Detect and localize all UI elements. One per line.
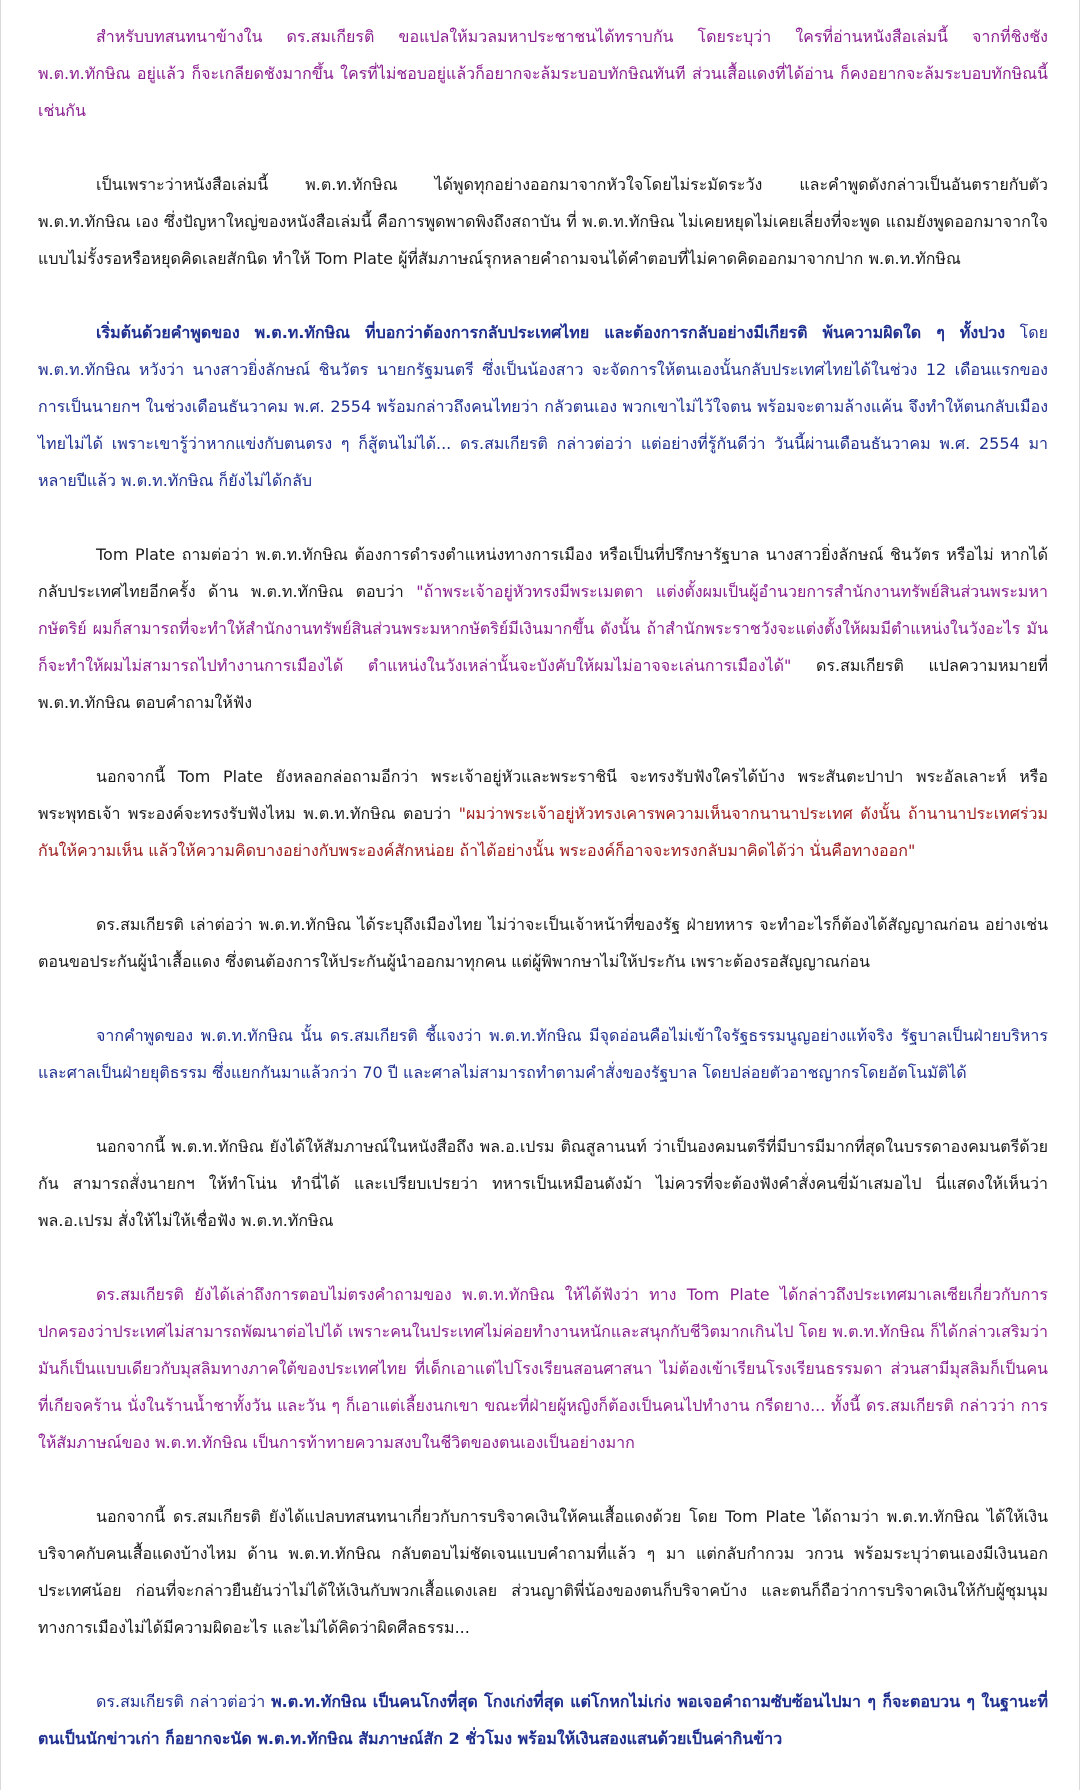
paragraph-11: [38, 1683, 1048, 1757]
paragraph-3-bold-lead: เริ่มต้นด้วยคำพูดของ พ.ต.ท.ทักษิณ ที่บอกว่าต้องการกลับประเทศไทย และต้องการกลับอย่างมีเกียรติ พ้นความผิดใด ๆ ทั้งปวง: [96, 323, 1006, 342]
paragraph-9-text: ดร.สมเกียรติ ยังได้เล่าถึงการตอบไม่ตรงคำถามของ พ.ต.ท.ทักษิณ ให้ได้ฟังว่า ทาง Tom Plate ได้กล่าวถึงประเทศมาเลเซียเกี่ยวกับการปกครองว่าประเทศไม่สามารถพัฒนาต่อไปได้ เพราะคนในประเทศไม่ค่อยทำงานหนักและสนุกกับชีวิตมากเกินไป โดย พ.ต.ท.ทักษิณ ก็ได้กล่าวเสริมว่า มันก็เป็นแบบเดียวกับมุสลิมทางภาคใต้ของประเทศไทย ที่เด็กเอาแต่ไปโรงเรียนสอนศาสนา ไม่ต้องเข้าเรียนโรงเรียนธรรมดา ส่วนสามีมุสลิมก็เป็นคนที่เกียจคร้าน นั่งในร้านน้ำชาทั้งวัน และวัน ๆ ก็เอาแต่เลี้ยงนกเขา ขณะที่ฝ่ายผู้หญิงก็ต้องเป็นคนไปทำงาน กรีดยาง... ทั้งนี้ ดร.สมเกียรติ กล่าวว่า การให้สัมภาษณ์ของ พ.ต.ท.ทักษิณ เป็นการท้าทายความสงบในชีวิตของตนเองเป็นอย่างมาก: [38, 1285, 1049, 1452]
paragraph-10-text: นอกจากนี้ ดร.สมเกียรติ ยังได้แปลบทสนทนาเกี่ยวกับการบริจาคเงินให้คนเสื้อแดงด้วย โดย Tom Plate ได้ถามว่า พ.ต.ท.ทักษิณ ได้ให้เงินบริจาคกับคนเสื้อแดงบ้างไหม ด้าน พ.ต.ท.ทักษิณ กลับตอบไม่ชัดเจนแบบคำถามที่แล้ว ๆ มา แต่กลับกำกวม วกวน พร้อมระบุว่าตนเองมีเงินนอกประเทศน้อย ก่อนที่จะกล่าวยืนยันว่าไม่ได้ให้เงินกับพวกเสื้อแดงเลย ส่วนญาติพี่น้องของตนก็บริจาคบ้าง และตนก็ถือว่าการบริจาคเงินให้กับผู้ชุมนุมทางการเมืองไม่ได้มีความผิดอะไร และไม่ได้คิดว่าผิดศีลธรรม...: [38, 1507, 1048, 1637]
paragraph-10: [38, 1498, 1048, 1646]
paragraph-4-text-b: ดร.สมเกียรติ แปลความหมายที่ พ.ต.ท.ทักษิณ ตอบคำถามให้ฟัง: [38, 656, 1049, 712]
paragraph-4-text-a: Tom Plate ถามต่อว่า พ.ต.ท.ทักษิณ ต้องการดำรงตำแหน่งทางการเมือง หรือเป็นที่ปรึกษารัฐบาล นางสาวยิ่งลักษณ์ ชินวัตร หรือไม่ หากได้กลับประเทศไทยอีกครั้ง ด้าน พ.ต.ท.ทักษิณ ตอบว่า: [38, 545, 1048, 601]
paragraph-11-text: ดร.สมเกียรติ กล่าวต่อว่า: [96, 1692, 272, 1711]
paragraph-1-text: สำหรับบทสนทนาข้างใน ดร.สมเกียรติ ขอแปลให้มวลมหาประชาชนได้ทราบกัน โดยระบุว่า ใครที่อ่านหนังสือเล่มนี้ จากที่ชิงชัง พ.ต.ท.ทักษิณ อยู่แล้ว ก็จะเกลียดชังมากขึ้น ใครที่ไม่ชอบอยู่แล้วก็อยากจะล้มระบอบทักษิณทันที ส่วนเสื้อแดงที่ได้อ่าน ก็คงอยากจะล้มระบอบทักษิณนี้เช่นกัน: [38, 27, 1048, 120]
paragraph-2-text: เป็นเพราะว่าหนังสือเล่มนี้ พ.ต.ท.ทักษิณ ได้พูดทุกอย่างออกมาจากหัวใจโดยไม่ระมัดระวัง และคำพูดดังกล่าวเป็นอันตรายกับตัว พ.ต.ท.ทักษิณ เอง ซึ่งปัญหาใหญ่ของหนังสือเล่มนี้ คือการพูดพาดพิงถึงสถาบัน ที่ พ.ต.ท.ทักษิณ ไม่เคยหยุดไม่เคยเลี่ยงที่จะพูด แถมยังพูดออกมาจากใจแบบไม่รั้งรอหรือหยุดคิดเลยสักนิด ทำให้ Tom Plate ผู้ที่สัมภาษณ์รุกหลายคำถามจนได้คำตอบที่ไม่คาดคิดออกมาจากปาก พ.ต.ท.ทักษิณ: [38, 175, 1048, 268]
paragraph-8-text: นอกจากนี้ พ.ต.ท.ทักษิณ ยังได้ให้สัมภาษณ์ในหนังสือถึง พล.อ.เปรม ติณสูลานนท์ ว่าเป็นองคมนตรีที่มีบารมีมากที่สุดในบรรดาองคมนตรีด้วยกัน สามารถสั่งนายกฯ ให้ทำโน่น ทำนี่ได้ และเปรียบเปรยว่า ทหารเป็นเหมือนดังม้า ไม่ควรที่จะต้องฟังคำสั่งคนขี่ม้าเสมอไป นี่แสดงให้เห็นว่า พล.อ.เปรม สั่งให้ไม่ให้เชื่อฟัง พ.ต.ท.ทักษิณ: [38, 1137, 1048, 1230]
paragraph-2: [38, 166, 1048, 277]
paragraph-3: [38, 314, 1048, 499]
paragraph-5-quote: "ผมว่าพระเจ้าอยู่หัวทรงเคารพความเห็นจากนานาประเทศ ดังนั้น ถ้านานาประเทศร่วมกันให้ความเห็น แล้วให้ความคิดบางอย่างกับพระองค์สักหน่อย ถ้าได้อย่างนั้น พระองค์ก็อาจจะทรงกลับมาคิดได้ว่า นั่นคือทางออก": [38, 804, 1049, 860]
paragraph-5-text: นอกจากนี้ Tom Plate ยังหลอกล่อถามอีกว่า พระเจ้าอยู่หัวและพระราชินี จะทรงรับฟังใครได้บ้าง พระสันตะปาปา พระอัลเลาะห์ หรือพระพุทธเจ้า พระองค์จะทรงรับฟังไหม พ.ต.ท.ทักษิณ ตอบว่า: [38, 767, 1048, 823]
paragraph-7-text: จากคำพูดของ พ.ต.ท.ทักษิณ นั้น ดร.สมเกียรติ ชี้แจงว่า พ.ต.ท.ทักษิณ มีจุดอ่อนคือไม่เข้าใจรัฐธรรมนูญอย่างแท้จริง รัฐบาลเป็นฝ่ายบริหารและศาลเป็นฝ่ายยุติธรรม ซึ่งแยกกันมาแล้วกว่า 70 ปี และศาลไม่สามารถทำตามคำสั่งของรัฐบาล โดยปล่อยตัวอาชญากรโดยอัตโนมัติได้: [38, 1026, 1048, 1082]
paragraph-8: [38, 1128, 1048, 1239]
paragraph-4-quote: "ถ้าพระเจ้าอยู่หัวทรงมีพระเมตตา แต่งตั้งผมเป็นผู้อำนวยการสำนักงานทรัพย์สินส่วนพระมหากษัตริย์ ผมก็สามารถที่จะทำให้สำนักงานทรัพย์สินส่วนพระมหากษัตริย์มีเงินมากขึ้น ดังนั้น ถ้าสำนักพระราชวังจะแต่งตั้งให้ผมมีตำแหน่งในวังอะไร มันก็จะทำให้ผมไม่สามารถไปทำงานการเมืองได้ ตำแหน่งในวังเหล่านั้นจะบังคับให้ผมไม่อาจจะเล่นการเมืองได้": [38, 582, 1048, 675]
paragraph-5: [38, 758, 1048, 869]
paragraph-6: [38, 906, 1048, 980]
paragraph-3-text: โดย พ.ต.ท.ทักษิณ หวังว่า นางสาวยิ่งลักษณ์ ชินวัตร นายกรัฐมนตรี ซึ่งเป็นน้องสาว จะจัดการให้ตนเองนั้นกลับประเทศไทยได้ในช่วง 12 เดือนแรกของการเป็นนายกฯ ในช่วงเดือนธันวาคม พ.ศ. 2554 พร้อมกล่าวถึงคนไทยว่า กลัวตนเอง พวกเขาไม่ไว้ใจตน พร้อมจะตามล้างแค้น จึงทำให้ตนกลับเมืองไทยไม่ได้ เพราะเขารู้ว่าหากแข่งกับตนตรง ๆ ก็สู้ตนไม่ได้... ดร.สมเกียรติ กล่าวต่อว่า แต่อย่างที่รู้กันดีว่า วันนี้ผ่านเดือนธันวาคม พ.ศ. 2554 มาหลายปีแล้ว พ.ต.ท.ทักษิณ ก็ยังไม่ได้กลับ: [38, 323, 1048, 490]
paragraph-1: [38, 18, 1048, 129]
paragraph-7: [38, 1017, 1048, 1091]
paragraph-9: [38, 1276, 1048, 1461]
paragraph-11-bold: พ.ต.ท.ทักษิณ เป็นคนโกงที่สุด โกงเก่งที่สุด แต่โกหกไม่เก่ง พอเจอคำถามซับซ้อนไปมา ๆ ก็จะตอบวน ๆ ในฐานะที่ตนเป็นนักข่าวเก่า ก็อยากจะนัด พ.ต.ท.ทักษิณ สัมภาษณ์สัก 2 ชั่วโมง พร้อมให้เงินสองแสนด้วยเป็นค่ากินข้าว: [38, 1692, 1048, 1748]
paragraph-6-text: ดร.สมเกียรติ เล่าต่อว่า พ.ต.ท.ทักษิณ ได้ระบุถึงเมืองไทย ไม่ว่าจะเป็นเจ้าหน้าที่ของรัฐ ฝ่ายทหาร จะทำอะไรก็ต้องได้สัญญาณก่อน อย่างเช่นตอนขอประกันผู้นำเสื้อแดง ซึ่งตนต้องการให้ประกันผู้นำออกมาทุกคน แต่ผู้พิพากษาไม่ให้ประกัน เพราะต้องรอสัญญาณก่อน: [38, 915, 1048, 971]
paragraph-4: [38, 536, 1048, 721]
